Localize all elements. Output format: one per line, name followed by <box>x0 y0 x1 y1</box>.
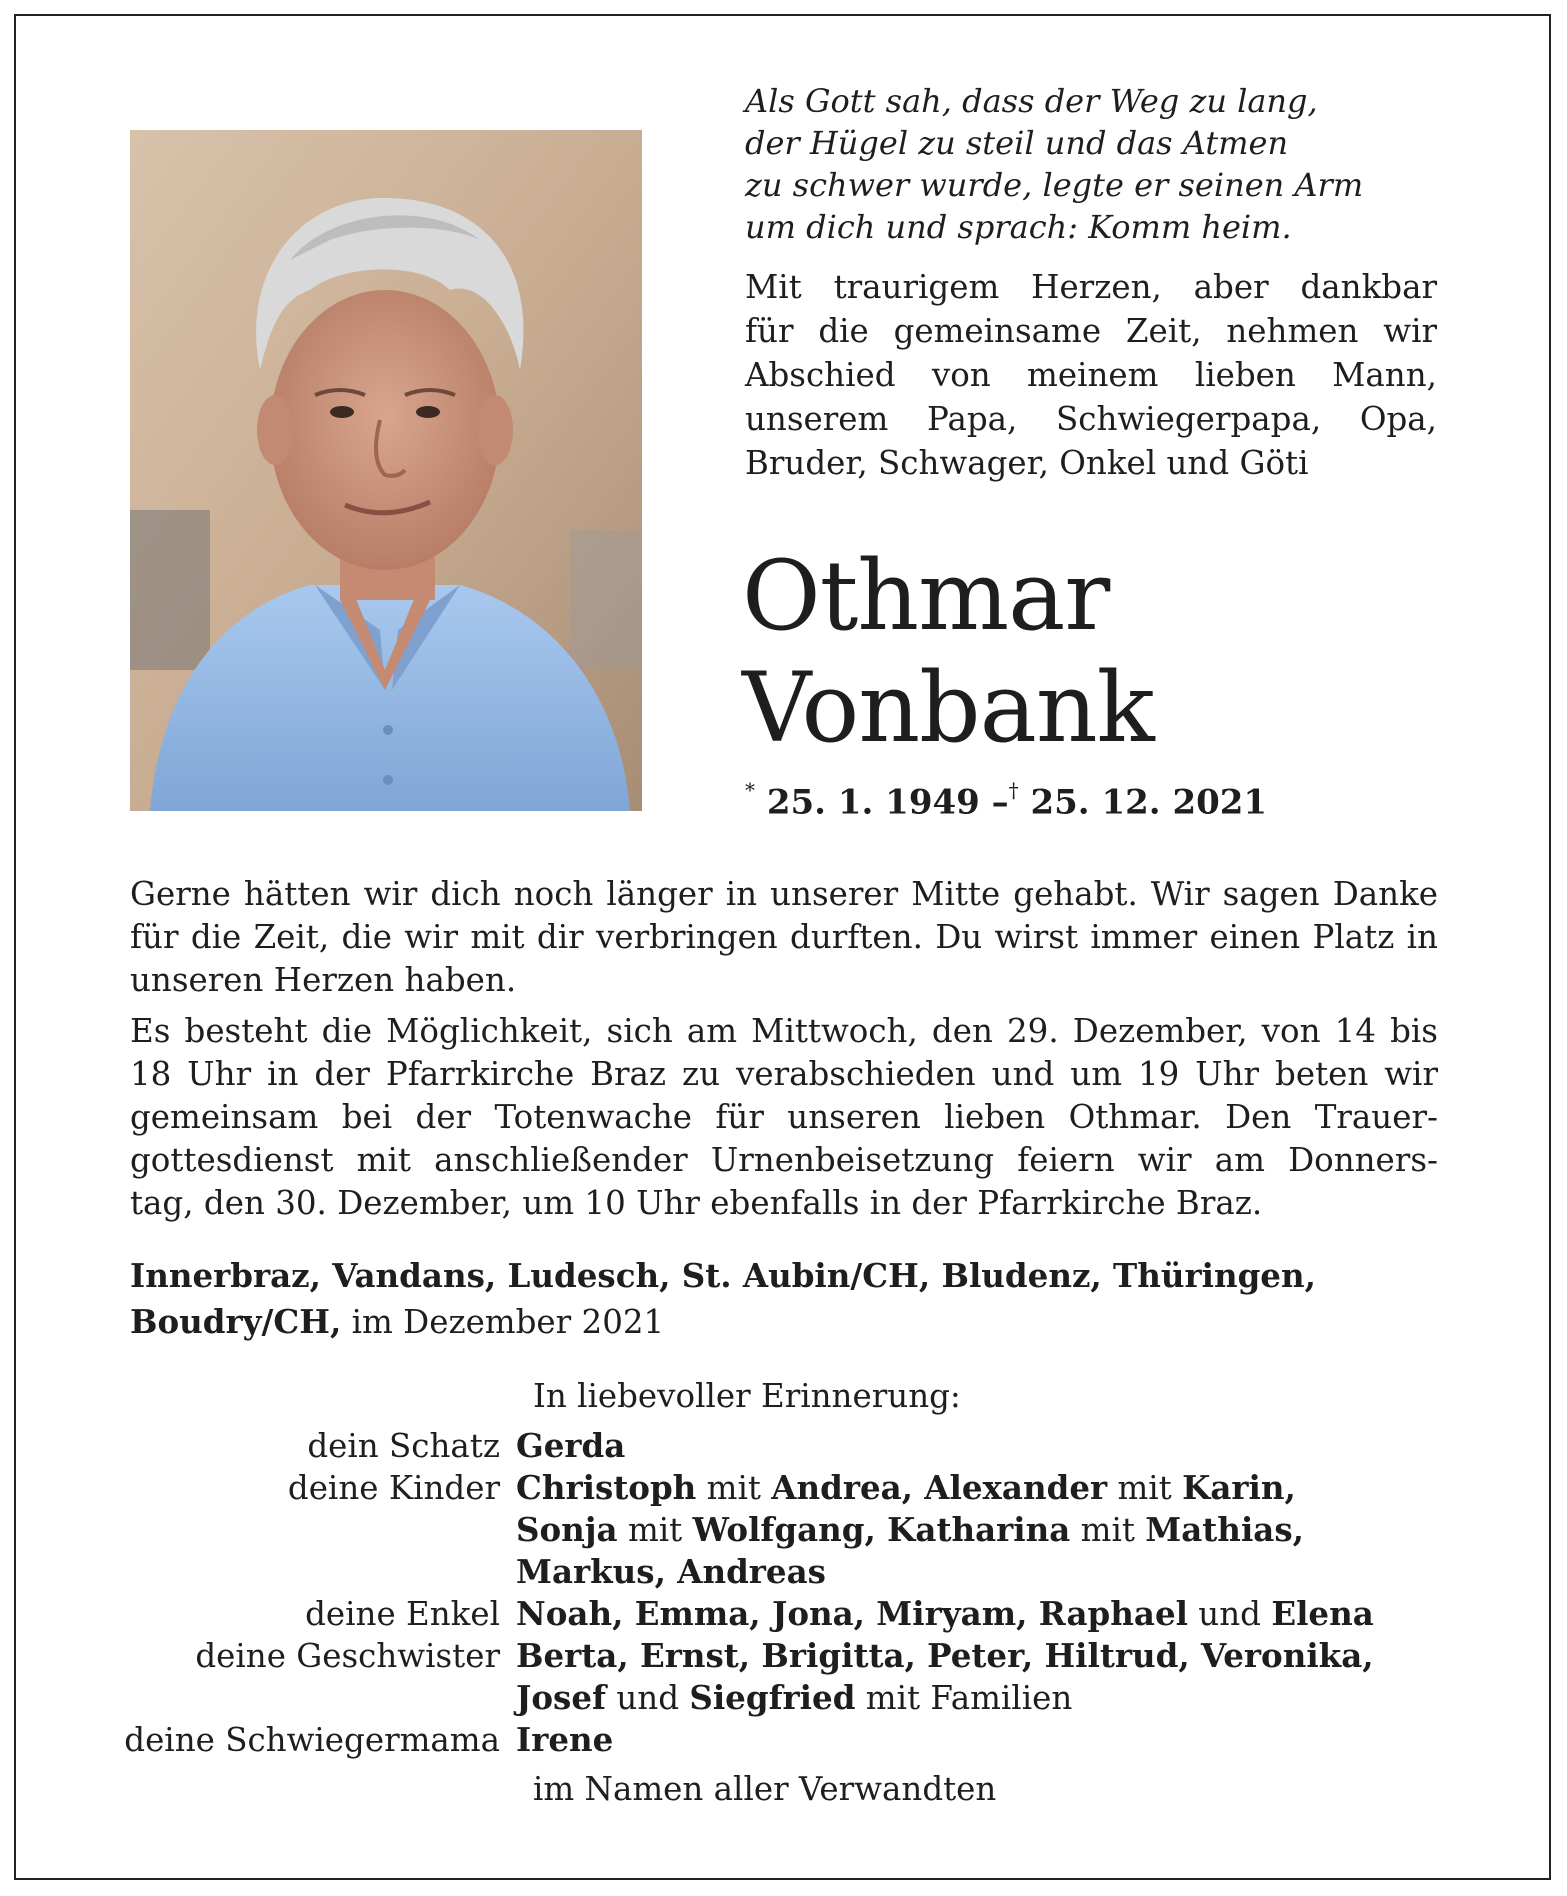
mourner-name: Mathias, <box>1145 1510 1304 1549</box>
intro-text <box>745 265 1437 485</box>
paragraph-ceremony <box>130 1010 1438 1225</box>
mourner-row <box>120 1635 1450 1677</box>
mourner-name: Josef <box>516 1678 607 1717</box>
mourner-names <box>516 1509 1450 1551</box>
mourner-names <box>516 1551 1450 1593</box>
paragraph-farewell <box>130 873 1438 1002</box>
mourner-relation <box>120 1509 516 1551</box>
mourner-row <box>120 1467 1450 1509</box>
paragraph-line: unseren Herzen haben. <box>130 961 517 999</box>
mourner-connector: mit <box>1107 1469 1183 1507</box>
last-name: Vonbank <box>742 652 1154 764</box>
deceased-name <box>742 540 1154 764</box>
places-and-date <box>130 1253 1316 1345</box>
mourner-relation: deine Schwiegermama <box>124 1721 500 1759</box>
poem-line: um dich und sprach: Komm heim. <box>745 208 1292 246</box>
paragraph-line: tag, den 30. Dezember, um 10 Uhr ebenfalls in der Pfarrkirche Braz. <box>130 1184 1263 1222</box>
mourner-name: Gerda <box>516 1426 626 1465</box>
intro-line: unserem Papa, Schwiegerpapa, Opa, <box>745 400 1437 438</box>
portrait-image <box>130 130 642 811</box>
first-name: Othmar <box>742 540 1110 652</box>
birth-date: 25. 1. 1949 <box>766 782 980 823</box>
intro-line: für die gemeinsame Zeit, nehmen wir <box>745 312 1437 350</box>
mourner-connector: und <box>606 1679 690 1717</box>
paragraph-line: 18 Uhr in der Pfarrkirche Braz zu verabschieden und um 19 Uhr beten wir <box>130 1055 1438 1093</box>
mourner-relation: dein Schatz <box>307 1427 500 1465</box>
mourner-name: Siegfried <box>689 1678 856 1717</box>
mourner-connector: mit Familien <box>855 1679 1073 1717</box>
mourner-name: Christoph <box>516 1468 697 1507</box>
mourner-row <box>120 1719 1450 1761</box>
paragraph-line: Gerne hätten wir dich noch länger in unserer Mitte gehabt. Wir sagen Danke <box>130 875 1438 913</box>
mourner-relation: deine Kinder <box>287 1469 500 1507</box>
mourner-relation: deine Enkel <box>305 1595 500 1633</box>
poem <box>745 80 1445 248</box>
paragraph-line: Es besteht die Möglichkeit, sich am Mittwoch, den 29. Dezember, von 14 bis <box>130 1012 1438 1050</box>
mourner-name: Irene <box>516 1720 614 1759</box>
intro-line: Bruder, Schwager, Onkel und Göti <box>745 444 1309 482</box>
mourner-names <box>516 1425 1450 1467</box>
mourner-name: Karin, <box>1182 1468 1296 1507</box>
paragraph-line: für die Zeit, die wir mit dir verbringen durften. Du wirst immer einen Platz in <box>130 918 1438 956</box>
life-dates <box>745 778 1268 823</box>
poem-line: zu schwer wurde, legte er seinen Arm <box>745 166 1364 204</box>
poem-line: Als Gott sah, dass der Weg zu lang, <box>745 82 1318 120</box>
mourner-row <box>120 1425 1450 1467</box>
mourner-connector: mit <box>1070 1511 1146 1549</box>
mourner-relation <box>120 1551 516 1593</box>
mourner-names <box>516 1593 1450 1635</box>
mourners-list <box>120 1425 1450 1761</box>
death-symbol: † <box>1008 778 1019 802</box>
mourner-names <box>516 1719 1450 1761</box>
mourner-row <box>120 1551 1450 1593</box>
places-line: Innerbraz, Vandans, Ludesch, St. Aubin/CH, Bludenz, Thüringen, <box>130 1256 1316 1295</box>
mourner-name: Sonja <box>516 1510 618 1549</box>
mourner-name: Berta, Ernst, Brigitta, Peter, Hiltrud, Veronika, <box>516 1636 1374 1675</box>
portrait-photo <box>130 130 642 811</box>
death-date: 25. 12. 2021 <box>1030 782 1268 823</box>
mourner-row <box>120 1677 1450 1719</box>
places-last: Boudry/CH, <box>130 1302 342 1341</box>
intro-line: Mit traurigem Herzen, aber dankbar <box>745 268 1437 306</box>
birth-symbol: * <box>745 778 755 802</box>
poem-line: der Hügel zu steil und das Atmen <box>745 124 1289 162</box>
mourner-names <box>516 1677 1450 1719</box>
paragraph-line: gottesdienst mit anschließender Urnenbeisetzung feiern wir am Donners- <box>130 1141 1438 1179</box>
date-separator: – <box>991 782 1009 823</box>
intro-line: Abschied von meinem lieben Mann, <box>745 356 1437 394</box>
paragraph-line: gemeinsam bei der Totenwache für unseren lieben Othmar. Den Trauer- <box>130 1098 1438 1136</box>
mourner-connector: mit <box>696 1469 772 1507</box>
mourner-connector: mit <box>617 1511 693 1549</box>
closing-line: im Namen aller Verwandten <box>533 1770 997 1808</box>
mourner-name: Markus, Andreas <box>516 1552 826 1591</box>
mourner-row <box>120 1593 1450 1635</box>
mourner-connector: und <box>1187 1595 1272 1633</box>
mourner-names <box>516 1635 1450 1677</box>
mourner-name: Wolfgang, Katharina <box>692 1510 1071 1549</box>
place-date: im Dezember 2021 <box>341 1303 665 1341</box>
memory-heading: In liebevoller Erinnerung: <box>533 1377 961 1415</box>
mourner-names <box>516 1467 1450 1509</box>
mourner-name: Elena <box>1271 1594 1374 1633</box>
mourner-name: Andrea, Alexander <box>771 1468 1108 1507</box>
mourner-row <box>120 1509 1450 1551</box>
mourner-name: Noah, Emma, Jona, Miryam, Raphael <box>516 1594 1188 1633</box>
mourner-relation: deine Geschwister <box>195 1637 500 1675</box>
mourner-relation <box>120 1677 516 1719</box>
